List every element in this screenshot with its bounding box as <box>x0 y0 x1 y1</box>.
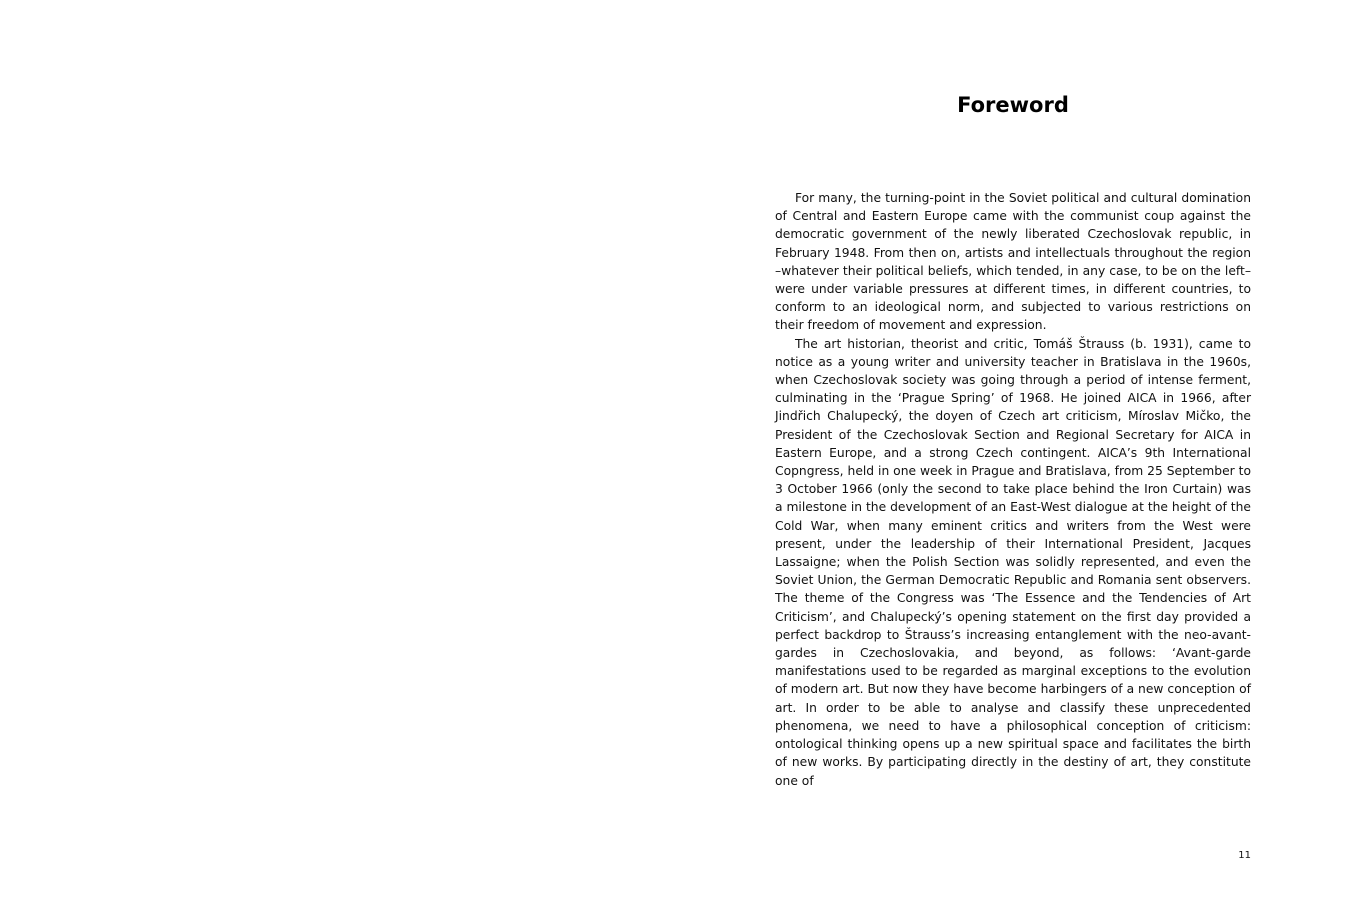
paragraph-2: The art historian, theorist and critic, Tomáš Štrauss (b. 1931), came to notice as a young writer and university teacher in Bratislava in the 1960s, when Czechoslovak society was going through a period of intense ferment, culminating in the ‘Prague Spring’ of 1968. He joined AICA in 1966, after Jindřich Chalupecký, the doyen of Czech art criticism, Míroslav Mičko, the President of the Czechoslovak Section and Regional Secretary for AICA in Eastern Europe, and a strong Czech contingent. AICA’s 9th International Copngress, held in one week in Prague and Bratislava, from 25 September to 3 October 1966 (only the second to take place behind the Iron Curtain) was a milestone in the development of an East-West dialogue at the height of the Cold War, when many eminent critics and writers from the West were present, under the leadership of their International President, Jacques Lassaigne; when the Polish Section was solidly represented, and even the Soviet Union, the German Democratic Republic and Romania sent observers. The theme of the Congress was ‘The Essence and the Tendencies of Art Criticism’, and Chalupecký’s opening statement on the first day provided a perfect backdrop to Štrauss’s increasing entanglement with the neo-avant-gardes in Czechoslovakia, and beyond, as follows: ‘Avant-garde manifestations used to be regarded as marginal exceptions to the evolution of modern art. But now they have become harbingers of a new conception of art. In order to be able to analyse and classify these unprecedented phenomena, we need to have a philosophical conception of criticism: ontological thinking opens up a new spiritual space and facilitates the birth of new works. By participating directly in the destiny of art, they constitute one of <box>775 336 1251 788</box>
page-title: Foreword <box>957 93 1069 117</box>
page-number: 11 <box>1238 850 1251 861</box>
paragraph-1: For many, the turning-point in the Soviet political and cultural domination of Central and Eastern Europe came with the communist coup against the democratic government of the newly liberated Czechoslovak republic, in February 1948. From then on, artists and intellectuals throughout the region –whatever their political beliefs, which tended, in any case, to be on the left– were under variable pressures at different times, in different countries, to conform to an ideological norm, and subjected to various restrictions on their freedom of movement and expression. <box>775 191 1251 333</box>
left-blank-page <box>0 0 675 913</box>
body-text <box>775 189 1251 790</box>
